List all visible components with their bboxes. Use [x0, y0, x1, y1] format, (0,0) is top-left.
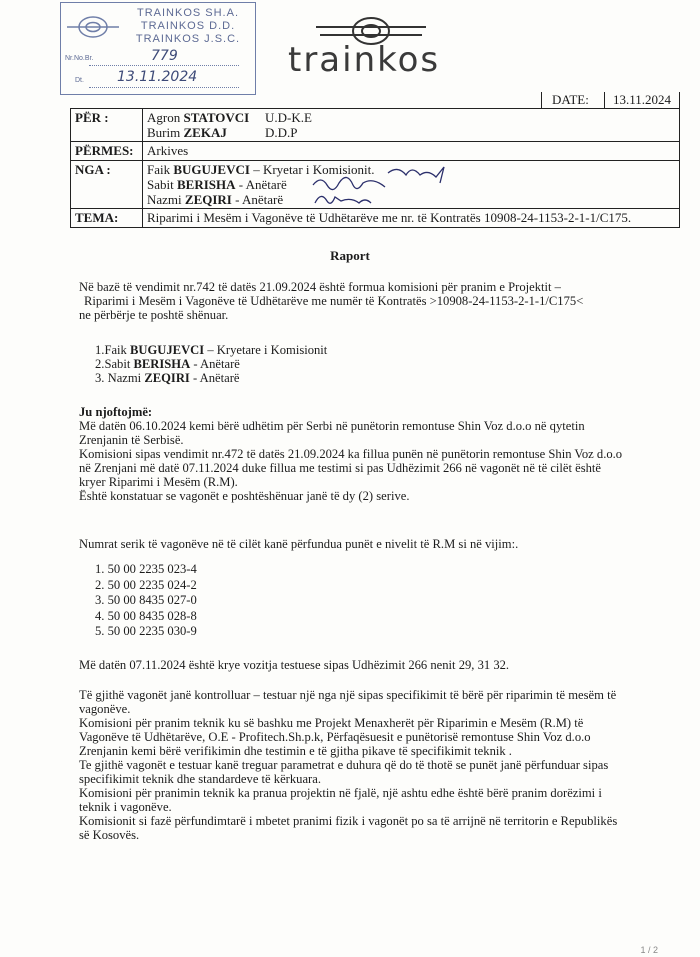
permes-label: PËRMES:: [71, 142, 143, 161]
stamp-no-value: 779: [151, 48, 178, 64]
tema-label: TEMA:: [71, 209, 143, 228]
closing-section: Të gjithë vagonët janë kontrolluar – testuar një nga një sipas specifikimit të bërë për riparimin të mesëm të vagonëve. Komisioni për pranim teknik ku së bashku me Projekt Menaxherët për Riparimin e Mesëm (R.M) të Vagonëve të Udhëtarëve, O.E - Profitech.Sh.p.k, Përfaqësuesit e punëtorisë remontuse Shin Voz d.o.o Zrenjanin kemi bërë verifikimin dhe testimin e të gjitha pikave të specifikimit teknik . Te gjithë vagonët e testuar kanë treguar parametrat e duhura që do të thotë se punët janë përfunduar sipas specifikimit teknik dhe standardeve të kërkuara. Komisioni për pranimin teknik ka pranua projektin në fjalë, një ashtu edhe është bërë pranim dorëzimi i teknik i vagonëve. Komisionit si fazë përfundimtarë i mbetet pranimi fizik i vagonët po sa të arrijnë në territorin e Republikës së Kosovës.: [79, 688, 618, 842]
test-drive-paragraph: Më datën 07.11.2024 është krye vozitja testuese sipas Udhëzimit 266 nenit 29, 31 32.: [79, 658, 510, 672]
trainkos-wordmark: trainkos: [288, 40, 441, 80]
nga-label: NGA :: [71, 161, 143, 209]
recipient-2: Burim ZEKAJ D.D.P: [147, 125, 298, 140]
list-item: 2. 50 00 2235 024-2: [95, 577, 197, 592]
list-item: 3. 50 00 8435 027-0: [95, 593, 197, 607]
list-item: 4. 50 00 8435 028-8: [95, 608, 197, 623]
notify-section: Ju njoftojmë: Më datën 06.10.2024 kemi bërë udhëtim për Serbi në punëtorin remontuse Shin Voz d.o.o në qytetin Zrenjanin të Serbisë. Komisioni sipas vendimit nr.472 të datës 21.09.2024 ka fillua punën në punëtorin remontuse Shin Voz d.o.o në Zrenjani më datë 07.11.2024 duke fillua me testimi si pas Udhëzimit 266 në vagonët në të cilët është kryer Riparimi i Mesëm (R.M). Është konstatuar se vagonët e poshtëshënuar janë të dy (2) serive.: [79, 405, 679, 503]
per-label: PËR :: [71, 109, 143, 142]
stamp-line-3: TRAINKOS J.S.C.: [135, 33, 241, 45]
sender-1: Faik BUGUJEVCI – Kryetar i Komisionit.: [147, 162, 375, 177]
list-item: 1.Faik BUGUJEVCI – Kryetare i Komisionit: [95, 343, 328, 357]
list-item: 3. Nazmi ZEQIRI - Anëtarë: [95, 371, 240, 385]
nga-senders: [143, 161, 680, 209]
page-number: 1 / 2: [640, 945, 658, 955]
wagon-serials-list: [95, 562, 495, 640]
recipient-1: Agron STATOVCI U.D-K.E: [147, 110, 312, 125]
stamp-date-label: Dt.: [75, 77, 84, 84]
sender-2: Sabit BERISHA - Anëtarë: [147, 177, 287, 192]
serial-intro: Numrat serik të vagonëve në të cilët kanë përfundua punët e nivelit të R.M si në vijim:.: [79, 537, 519, 551]
list-item: 2.Sabit BERISHA - Anëtarë: [95, 357, 240, 371]
handwritten-signatures-icon: [293, 161, 483, 211]
memo-header-table: [70, 92, 680, 228]
per-recipients: [143, 109, 680, 142]
notify-heading: Ju njoftojmë:: [79, 405, 153, 419]
stamp-logo-icon: [67, 9, 119, 45]
list-item: 5. 50 00 2235 030-9: [95, 624, 197, 638]
sender-3: Nazmi ZEQIRI - Anëtarë: [147, 192, 284, 207]
stamp-line-1: TRAINKOS SH.A.: [136, 7, 240, 19]
date-value: 13.11.2024: [604, 92, 679, 108]
permes-value: Arkives: [143, 142, 680, 161]
registration-stamp: [60, 2, 256, 95]
intro-paragraph: Në bazë të vendimit nr.742 të datës 21.09.2024 është formua komisioni për pranim e Projektit – Riparimi i Mesëm i Vagonëve të Udhëtarëve me numër të Kontratës >10908-24-1153-2-1-1/C175< ne përbërje te poshtë shënuar.: [79, 280, 584, 322]
stamp-no-label: Nr.No.Br.: [65, 55, 94, 62]
report-title: Raport: [330, 248, 370, 263]
tema-value: Riparimi i Mesëm i Vagonëve të Udhëtarëve me nr. të Kontratës 10908-24-1153-2-1-1/C175.: [143, 209, 680, 228]
stamp-date-value: 13.11.2024: [117, 69, 198, 85]
date-label: DATE:: [541, 92, 604, 108]
commission-members-list: [95, 343, 495, 385]
list-item: 1. 50 00 2235 023-4: [95, 562, 197, 576]
stamp-line-2: TRAINKOS D.D.: [140, 20, 236, 32]
